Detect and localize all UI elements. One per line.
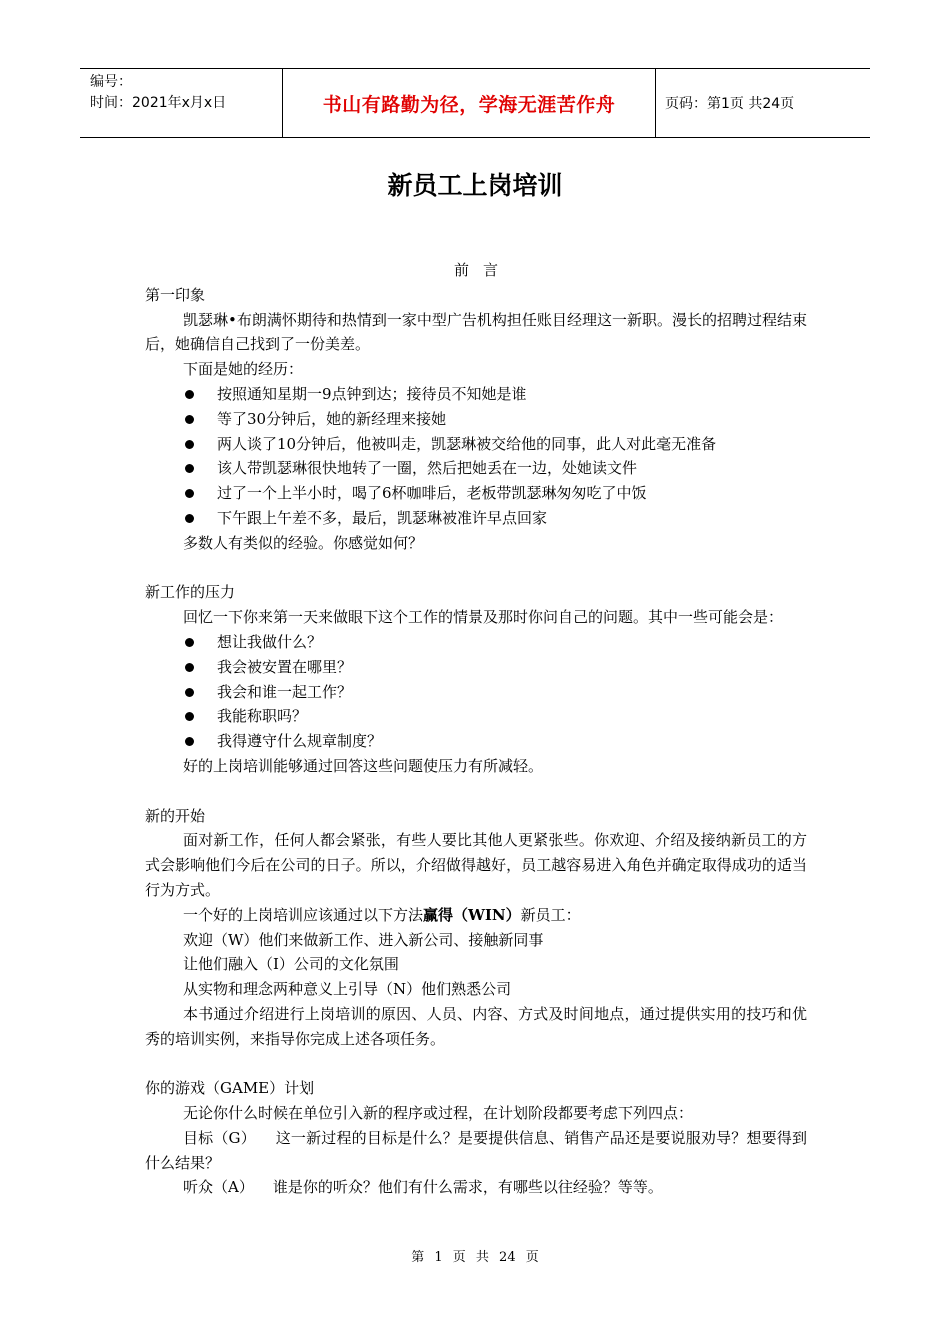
win-line-w: 欢迎（W）他们来做新工作、进入新公司、接触新同事 <box>183 930 544 949</box>
header-page-info: 页码：第1页 共24页 <box>665 96 795 112</box>
paragraph: 好的上岗培训能够通过回答这些问题使压力有所减轻。 <box>183 756 544 775</box>
header-meta <box>80 69 282 137</box>
list-item: 我能称职吗？ <box>145 704 807 729</box>
list-item: 我会和谁一起工作？ <box>145 680 807 705</box>
paragraph: 本书通过介绍进行上岗培训的原因、人员、内容、方式及时间地点，通过提供实用的技巧和优秀的培训实例，来指导你完成上述各项任务。 <box>145 1004 807 1048</box>
paragraph: 无论你什么时候在单位引入新的程序或过程，在计划阶段都要考虑下列四点： <box>183 1104 694 1123</box>
bullet-list-experience <box>145 382 807 531</box>
bullet-icon <box>185 688 194 697</box>
bullet-icon <box>185 638 194 647</box>
section-heading-game-plan: 你的游戏（GAME）计划 <box>145 1079 315 1098</box>
list-item: 我会被安置在哪里？ <box>145 655 807 680</box>
win-line-n: 从实物和理念两种意义上引导（N）他们熟悉公司 <box>183 980 512 999</box>
bullet-icon <box>185 489 194 498</box>
paragraph: 凯瑟琳•布朗满怀期待和热情到一家中型广告机构担任账目经理这一新职。漫长的招聘过程结束后，她确信自己找到了一份美差。 <box>145 310 807 354</box>
section-heading-new-start: 新的开始 <box>145 806 206 825</box>
section-heading-pressure: 新工作的压力 <box>145 583 236 602</box>
list-item: 下午跟上午差不多，最后，凯瑟琳被准许早点回家 <box>145 506 807 531</box>
list-item: 我得遵守什么规章制度？ <box>145 729 807 754</box>
paragraph: 下面是她的经历： <box>183 360 304 379</box>
page-footer: 第 1 页 共 24 页 <box>411 1250 539 1265</box>
bullet-icon <box>185 514 194 523</box>
paragraph: 多数人有类似的经验。你感觉如何？ <box>183 533 424 552</box>
page-header <box>80 68 870 138</box>
list-item: 等了30分钟后，她的新经理来接她 <box>145 407 807 432</box>
header-motto: 书山有路勤为径，学海无涯苦作舟 <box>282 69 656 137</box>
list-item: 过了一个上半小时，喝了6杯咖啡后，老板带凯瑟琳匆匆吃了中饭 <box>145 481 807 506</box>
section-heading-first-impression: 第一印象 <box>145 285 206 304</box>
game-audience: 听众（A） 谁是你的听众？他们有什么需求，有哪些以往经验？等等。 <box>183 1178 663 1197</box>
bullet-icon <box>185 737 194 746</box>
bullet-icon <box>185 440 194 449</box>
paragraph: 回忆一下你来第一天来做眼下这个工作的情景及那时你问自己的问题。其中一些可能会是： <box>183 608 784 627</box>
bullet-icon <box>185 464 194 473</box>
code-label: 编号： <box>90 74 132 90</box>
bullet-list-questions <box>145 630 807 754</box>
list-item: 两人谈了10分钟后，他被叫走，凯瑟琳被交给他的同事，此人对此毫无准备 <box>145 432 807 457</box>
win-emphasis: 赢得（WIN） <box>423 905 521 924</box>
time-label: 时间：2021年x月x日 <box>90 95 227 111</box>
game-goal: 目标（G） 这一新过程的目标是什么？是要提供信息、销售产品还是要说服劝导？想要得到什么结果？ <box>145 1128 807 1172</box>
bullet-icon <box>185 712 194 721</box>
list-item: 按照通知星期一9点钟到达；接待员不知她是谁 <box>145 382 807 407</box>
document-body <box>145 258 807 1200</box>
document-title: 新员工上岗培训 <box>387 171 563 200</box>
preface-heading: 前言 <box>453 261 512 279</box>
paragraph: 面对新工作，任何人都会紧张，有些人要比其他人更紧张些。你欢迎、介绍及接纳新员工的方式会影响他们今后在公司的日子。所以，介绍做得越好，员工越容易进入角色并确定取得成功的适当行为方式。 <box>145 831 807 899</box>
bullet-icon <box>185 663 194 672</box>
list-item: 想让我做什么？ <box>145 630 807 655</box>
win-line-i: 让他们融入（I）公司的文化氛围 <box>183 955 399 974</box>
bullet-icon <box>185 415 194 424</box>
bullet-icon <box>185 390 194 399</box>
list-item: 该人带凯瑟琳很快地转了一圈，然后把她丢在一边，处她读文件 <box>145 456 807 481</box>
paragraph: 一个好的上岗培训应该通过以下方法赢得（WIN）新员工： <box>183 905 581 924</box>
